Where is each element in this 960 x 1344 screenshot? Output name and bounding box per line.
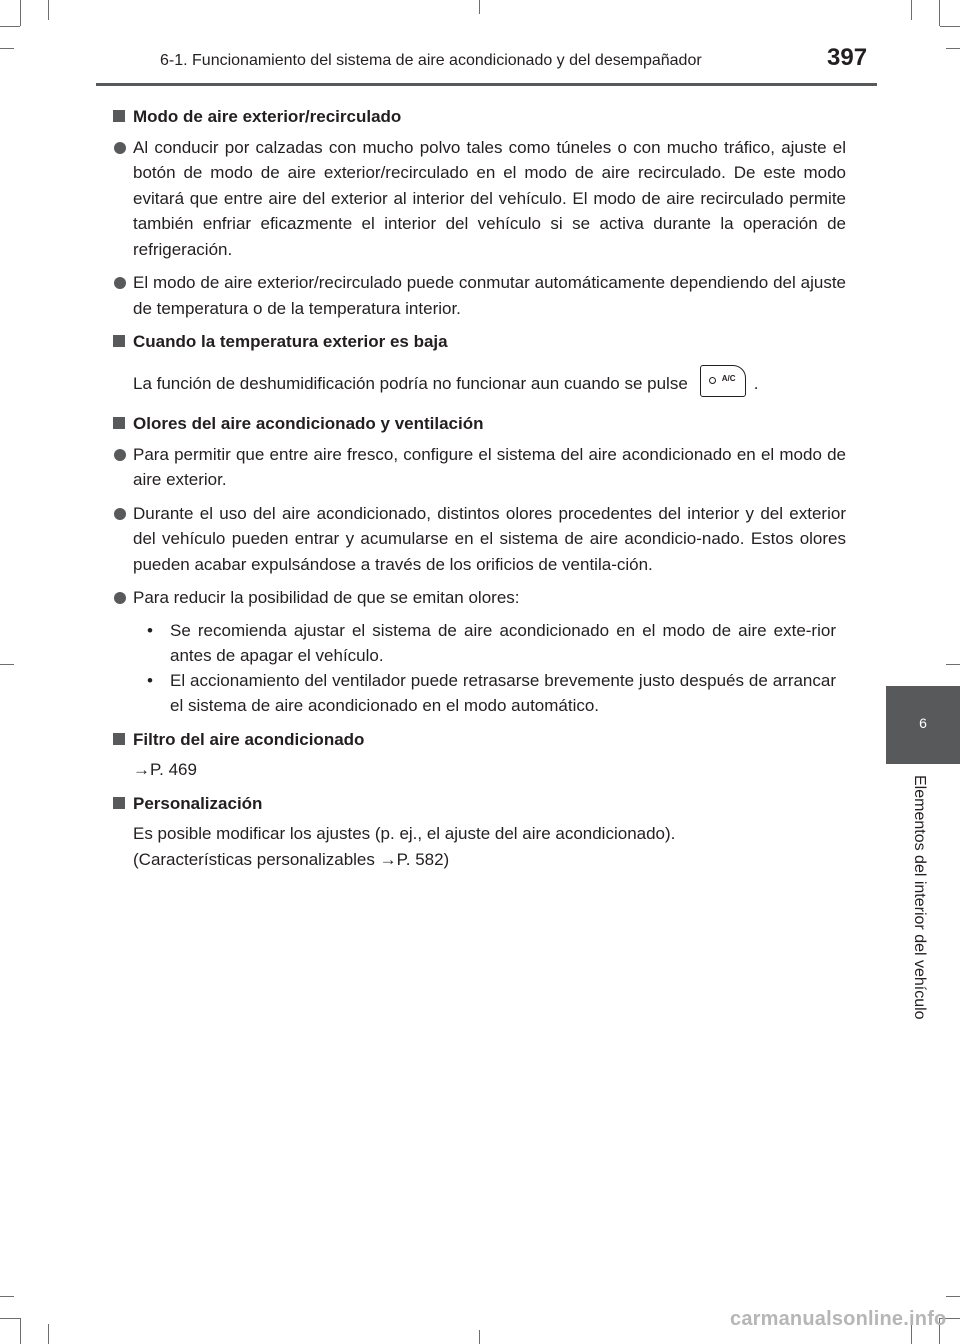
round-bullet-icon: [114, 508, 126, 520]
paragraph-end: .: [753, 373, 759, 393]
sub-list-item: [113, 618, 846, 669]
square-bullet-icon: [113, 417, 125, 429]
crop-mark: [479, 0, 480, 14]
heading-text: Cuando la temperatura exterior es baja: [133, 332, 448, 351]
crop-mark: [0, 664, 14, 665]
ac-button-icon: [700, 365, 746, 397]
bullet-item: [113, 135, 846, 263]
heading-low-temperature: [113, 329, 846, 355]
heading-filter: [113, 727, 846, 753]
sub-list-item: [113, 668, 846, 719]
round-bullet-icon: [114, 142, 126, 154]
ac-button-label: A/C: [721, 374, 736, 384]
crop-mark: [940, 26, 960, 27]
crop-mark: [939, 0, 940, 26]
square-bullet-icon: [113, 733, 125, 745]
paragraph: [113, 371, 846, 398]
chapter-number: 6: [919, 715, 927, 731]
sub-list-text: Se recomienda ajustar el sistema de aire acondicionado en el modo de aire exte-rior antes de apagar el vehículo.: [170, 620, 836, 666]
page-content: [113, 96, 846, 872]
section-title: 6-1. Funcionamiento del sistema de aire acondicionado y del desempañador: [160, 52, 702, 69]
square-bullet-icon: [113, 110, 125, 122]
bullet-text: El modo de aire exterior/recirculado puede conmutar automáticamente dependiendo del ajuste de temperatura o de la temperatura interior.: [133, 273, 846, 318]
heading-customization: [113, 791, 846, 817]
heading-odors: [113, 411, 846, 437]
indicator-light-icon: [709, 377, 716, 384]
bullet-item: [113, 585, 846, 611]
page-reference: →P. 469: [133, 760, 197, 780]
sub-bullet-marker: •: [147, 670, 153, 690]
square-bullet-icon: [113, 335, 125, 347]
crop-mark: [20, 0, 21, 26]
crop-mark: [479, 1330, 480, 1344]
paragraph: [113, 821, 846, 872]
crop-mark: [20, 1318, 21, 1344]
round-bullet-icon: [114, 592, 126, 604]
bullet-text: Al conducir por calzadas con mucho polvo tales como túneles o con mucho tráfico, ajuste el botón de modo de aire exterior/recirculado en el modo de aire recirculado. De este modo evitará que entre aire del exterior al interior del vehículo. El modo de aire recirculado permite también enfriar eficazmente el interior del vehículo si se activa durante la operación de refrigeración.: [133, 137, 846, 259]
paragraph-line: Es posible modificar los ajustes (p. ej., el ajuste del aire acondicionado).: [133, 824, 676, 844]
crop-mark: [48, 0, 49, 20]
crop-mark: [0, 48, 14, 49]
heading-text: Filtro del aire acondicionado: [133, 729, 365, 749]
page-number: 397: [827, 44, 868, 71]
crop-mark: [946, 48, 960, 49]
round-bullet-icon: [114, 277, 126, 289]
crop-mark: [0, 1318, 20, 1319]
bullet-text: Para reducir la posibilidad de que se emitan olores:: [133, 588, 520, 608]
sub-list: [113, 618, 846, 719]
paragraph-text: La función de deshumidificación podría no funcionar aun cuando se pulse: [133, 373, 688, 393]
bullet-item: [113, 270, 846, 321]
heading-text: Personalización: [133, 793, 263, 813]
header-rule: [96, 83, 877, 86]
round-bullet-icon: [114, 449, 126, 461]
crop-mark: [946, 1296, 960, 1297]
sub-list-text: El accionamiento del ventilador puede retrasarse brevemente justo después de arrancar el sistema de aire acondicionado en el modo automático.: [170, 670, 836, 716]
square-bullet-icon: [113, 797, 125, 809]
crop-mark: [911, 0, 912, 20]
bullet-text: Para permitir que entre aire fresco, configure el sistema del aire acondicionado en el modo de aire exterior.: [133, 444, 846, 490]
heading-outside-air: [113, 104, 846, 130]
crop-mark: [48, 1324, 49, 1344]
bullet-item: [113, 442, 846, 493]
watermark-text: carmanualsonline.info: [730, 1308, 947, 1330]
chapter-tab: [886, 686, 960, 764]
sub-bullet-marker: •: [147, 620, 153, 640]
crop-mark: [946, 664, 960, 665]
bullet-item: [113, 501, 846, 578]
heading-text: Modo de aire exterior/recirculado: [133, 107, 402, 126]
bullet-text: Durante el uso del aire acondicionado, distintos olores procedentes del interior y del exterior del vehículo pueden entrar y acumularse en el sistema de aire acondicio-nado. Estos olores pueden acabar expulsándose a través de los orificios de ventila-ción.: [133, 503, 846, 574]
heading-text: Olores del aire acondicionado y ventilación: [133, 414, 484, 434]
crop-mark: [0, 26, 20, 27]
crop-mark: [0, 1296, 14, 1297]
paragraph-line: (Características personalizables →P. 582): [133, 849, 450, 869]
chapter-label: Elementos del interior del vehículo: [911, 775, 928, 1020]
